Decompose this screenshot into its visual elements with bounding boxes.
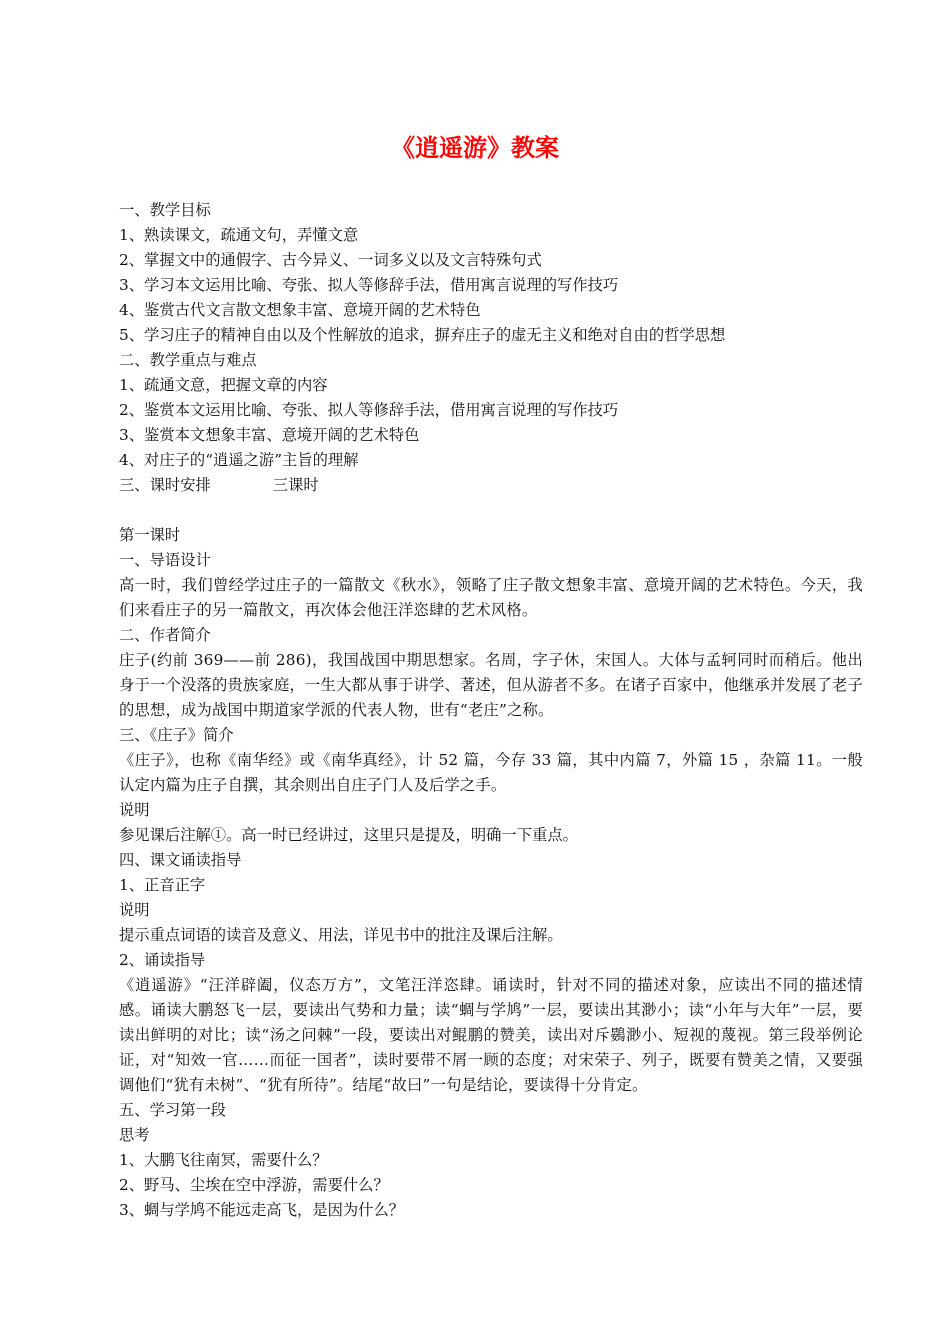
author-paragraph: 庄子(约前 369——前 286)，我国战国中期思想家。名周，字子休，宋国人。大体与孟轲同时而稍后。他出身于一个没落的贵族家庭，一生大都从事于讲学、著述，但从游者不多。在诸子百家中，他继承并发展了老子的思想，成为战国中期道家学派的代表人物，世有“老庄”之称。 bbox=[119, 651, 863, 719]
schedule-label: 三、课时安排 bbox=[119, 476, 211, 494]
book-paragraph: 《庄子》，也称《南华经》或《南华真经》，计 52 篇，今存 33 篇，其中内篇 7，外篇 15 ，杂篇 11。一般认定内篇为庄子自撰，其余则出自庄子门人及后学之手。 bbox=[119, 751, 863, 794]
book-heading: 三、《庄子》简介 bbox=[119, 726, 234, 744]
spacer bbox=[119, 498, 863, 523]
question-item: 1、大鹏飞往南冥，需要什么？ bbox=[119, 1151, 328, 1169]
goal-item: 1、熟读课文，疏通文句，弄懂文意 bbox=[119, 226, 359, 244]
reading-subheading: 1、正音正字 bbox=[119, 876, 206, 894]
reading-subheading: 2、诵读指导 bbox=[119, 951, 206, 969]
note-label: 说明 bbox=[119, 901, 150, 919]
think-label: 思考 bbox=[119, 1126, 150, 1144]
document-title: 《逍遥游》教案 bbox=[391, 134, 559, 162]
goal-item: 2、掌握文中的通假字、古今异义、一词多义以及文言特殊句式 bbox=[119, 251, 542, 269]
note-text: 参见课后注解①。高一时已经讲过，这里只是提及，明确一下重点。 bbox=[119, 826, 578, 844]
key-point-item: 4、对庄子的“逍遥之游”主旨的理解 bbox=[119, 451, 359, 469]
note-label: 说明 bbox=[119, 801, 150, 819]
question-item: 3、蜩与学鸠不能远走高飞，是因为什么？ bbox=[119, 1201, 405, 1219]
key-point-item: 3、鉴赏本文想象丰富、意境开阔的艺术特色 bbox=[119, 426, 420, 444]
key-point-item: 1、疏通文意，把握文章的内容 bbox=[119, 376, 328, 394]
intro-paragraph: 高一时，我们曾经学过庄子的一篇散文《秋水》，领略了庄子散文想象丰富、意境开阔的艺术特色。今天，我们来看庄子的另一篇散文，再次体会他汪洋恣肆的艺术风格。 bbox=[119, 576, 863, 619]
lesson-heading: 第一课时 bbox=[119, 526, 181, 544]
note-text: 提示重点词语的读音及意义、用法，详见书中的批注及课后注解。 bbox=[119, 926, 563, 944]
schedule-value: 三课时 bbox=[272, 476, 319, 494]
schedule-line bbox=[119, 473, 863, 498]
study-heading: 五、学习第一段 bbox=[119, 1101, 227, 1119]
goals-heading: 一、教学目标 bbox=[119, 201, 211, 219]
goal-item: 4、鉴赏古代文言散文想象丰富、意境开阔的艺术特色 bbox=[119, 301, 481, 319]
goal-item: 3、学习本文运用比喻、夸张、拟人等修辞手法，借用寓言说理的写作技巧 bbox=[119, 276, 619, 294]
reading-paragraph: 《逍遥游》“汪洋辟阖，仪态万方”，文笔汪洋恣肆。诵读时，针对不同的描述对象，应读出不同的描述情感。诵读大鹏怒飞一层，要读出气势和力量；读“蜩与学鸠”一层，要读出其渺小；读“小年与大年”一层，要读出鲜明的对比；读“汤之问棘”一段，要读出对鲲鹏的赞美，读出对斥鷃渺小、短视的蔑视。第三段举例论证，对“知效一官……而征一国者”，读时要带不屑一顾的态度；对宋荣子、列子，既要有赞美之情，又要强调他们“犹有未树”、“犹有所待”。结尾“故曰”一句是结论，要读得十分肯定。 bbox=[119, 976, 863, 1094]
question-item: 2、野马、尘埃在空中浮游，需要什么？ bbox=[119, 1176, 389, 1194]
key-heading: 二、教学重点与难点 bbox=[119, 351, 257, 369]
reading-heading: 四、课文诵读指导 bbox=[119, 851, 242, 869]
key-point-item: 2、鉴赏本文运用比喻、夸张、拟人等修辞手法，借用寓言说理的写作技巧 bbox=[119, 401, 619, 419]
intro-heading: 一、导语设计 bbox=[119, 551, 211, 569]
goal-item: 5、学习庄子的精神自由以及个性解放的追求，摒弃庄子的虚无主义和绝对自由的哲学思想 bbox=[119, 326, 726, 344]
author-heading: 二、作者简介 bbox=[119, 626, 211, 644]
document-body bbox=[119, 198, 863, 1223]
